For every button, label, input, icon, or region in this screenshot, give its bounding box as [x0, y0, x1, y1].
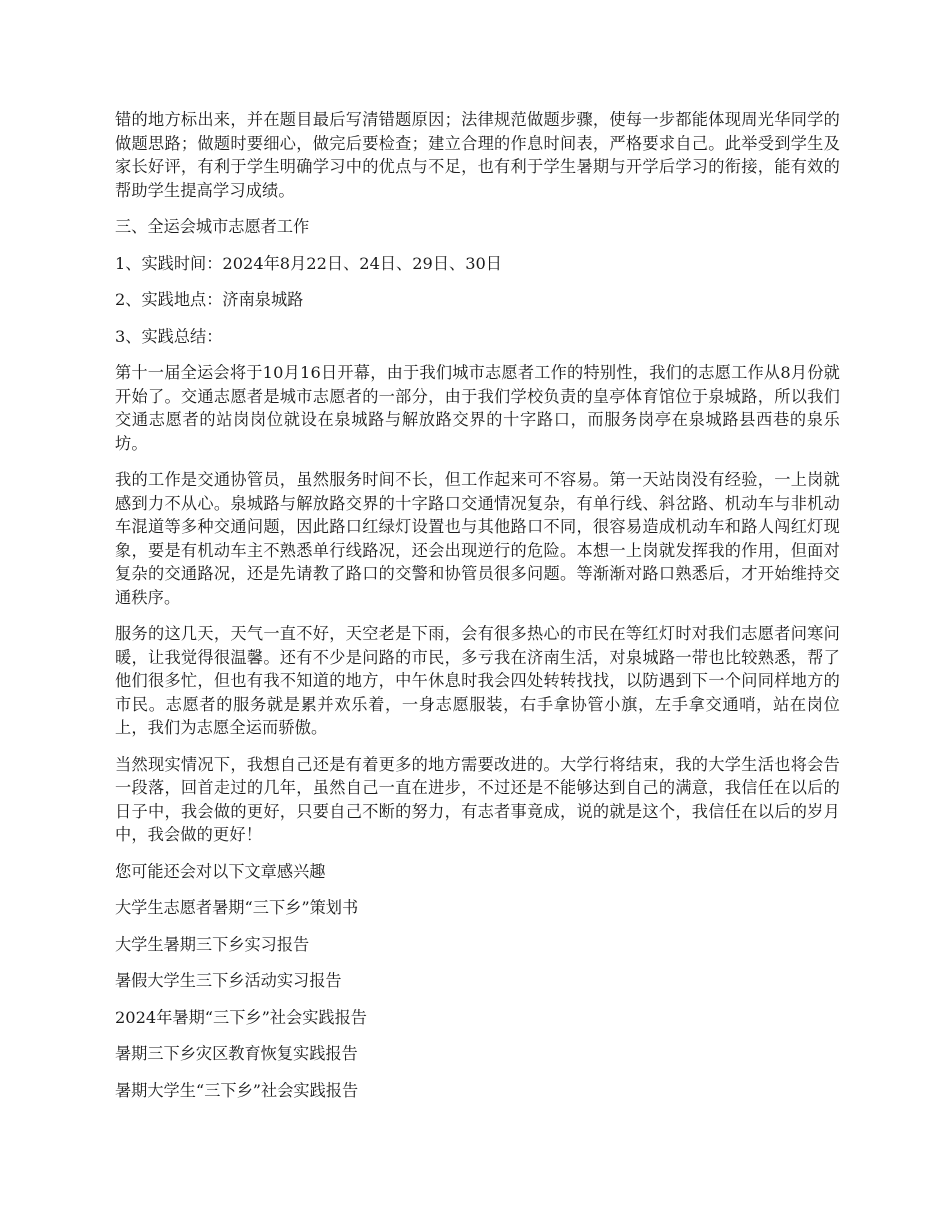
- intro-paragraph: 错的地方标出来，并在题目最后写清错题原因；法律规范做题步骤，使每一步都能体现周光华同学的做题思路；做题时要细心，做完后要检查；建立合理的作息时间表，严格要求自己。此举受到学生及家长好评，有利于学生明确学习中的优点与不足，也有利于学生暑期与开学后学习的衔接，能有效的帮助学生提高学习成绩。: [115, 110, 840, 200]
- summary-paragraph-2: 我的工作是交通协管员，虽然服务时间不长，但工作起来可不容易。第一天站岗没有经验，一上岗就感到力不从心。泉城路与解放路交界的十字路口交通情况复杂，有单行线、斜岔路、机动车与非机动车混道等多种交通问题，因此路口红绿灯设置也与其他路口不同，很容易造成机动车和路人闯红灯现象，要是有机动车主不熟悉单行线路况，还会出现逆行的危险。本想一上岗就发挥我的作用，但面对复杂的交通路况，还是先请教了路口的交警和协管员很多问题。等渐渐对路口熟悉后，才开始维持交通秩序。: [115, 470, 840, 607]
- practice-time: 1、实践时间：2024年8月22日、24日、29日、30日: [115, 253, 502, 273]
- related-article-link[interactable]: 大学生暑期三下乡实习报告: [115, 934, 310, 954]
- practice-place: 2、实践地点：济南泉城路: [115, 290, 304, 309]
- related-article-link[interactable]: 2024年暑期“三下乡”社会实践报告: [115, 1007, 367, 1027]
- summary-paragraph-3: 服务的这几天，天气一直不好，天空老是下雨，会有很多热心的市民在等红灯时对我们志愿者问寒问暖，让我觉得很温馨。还有不少是问路的市民，多亏我在济南生活，对泉城路一带也比较熟悉，帮了他们很多忙，但也有我不知道的地方，中午休息时我会四处转转找找，以防遇到下一个问同样地方的市民。志愿者的服务就是累并欢乐着，一身志愿服装，右手拿协管小旗，左手拿交通哨，站在岗位上，我们为志愿全运而骄傲。: [115, 624, 840, 737]
- related-articles-list: [115, 896, 840, 1102]
- related-article-link[interactable]: 大学生志愿者暑期“三下乡”策划书: [115, 898, 359, 917]
- related-article-link[interactable]: 暑假大学生三下乡活动实习报告: [115, 971, 342, 990]
- section-heading: 三、全运会城市志愿者工作: [115, 217, 310, 236]
- document-page: [115, 108, 840, 1115]
- summary-paragraph-4: 当然现实情况下，我想自己还是有着更多的地方需要改进的。大学行将结束，我的大学生活也将会告一段落，回首走过的几年，虽然自己一直在进步，不过还是不能够达到自己的满意，我信任在以后的日子中，我会做的更好，只要自己不断的努力，有志者事竟成，说的就是这个，我信任在以后的岁月中，我会做的更好！: [115, 754, 840, 844]
- practice-summary-label: 3、实践总结：: [115, 326, 223, 346]
- related-article-link[interactable]: 暑期三下乡灾区教育恢复实践报告: [115, 1044, 358, 1063]
- related-heading: 您可能还会对以下文章感兴趣: [115, 861, 326, 881]
- related-article-link[interactable]: 暑期大学生“三下乡”社会实践报告: [115, 1080, 359, 1100]
- summary-paragraph-1: 第十一届全运会将于10月16日开幕，由于我们城市志愿者工作的特别性，我们的志愿工作从8月份就开始了。交通志愿者是城市志愿者的一部分，由于我们学校负责的皇亭体育馆位于泉城路，所以我们交通志愿者的站岗岗位就设在泉城路与解放路交界的十字路口，而服务岗亭在泉城路县西巷的泉乐坊。: [115, 363, 840, 453]
